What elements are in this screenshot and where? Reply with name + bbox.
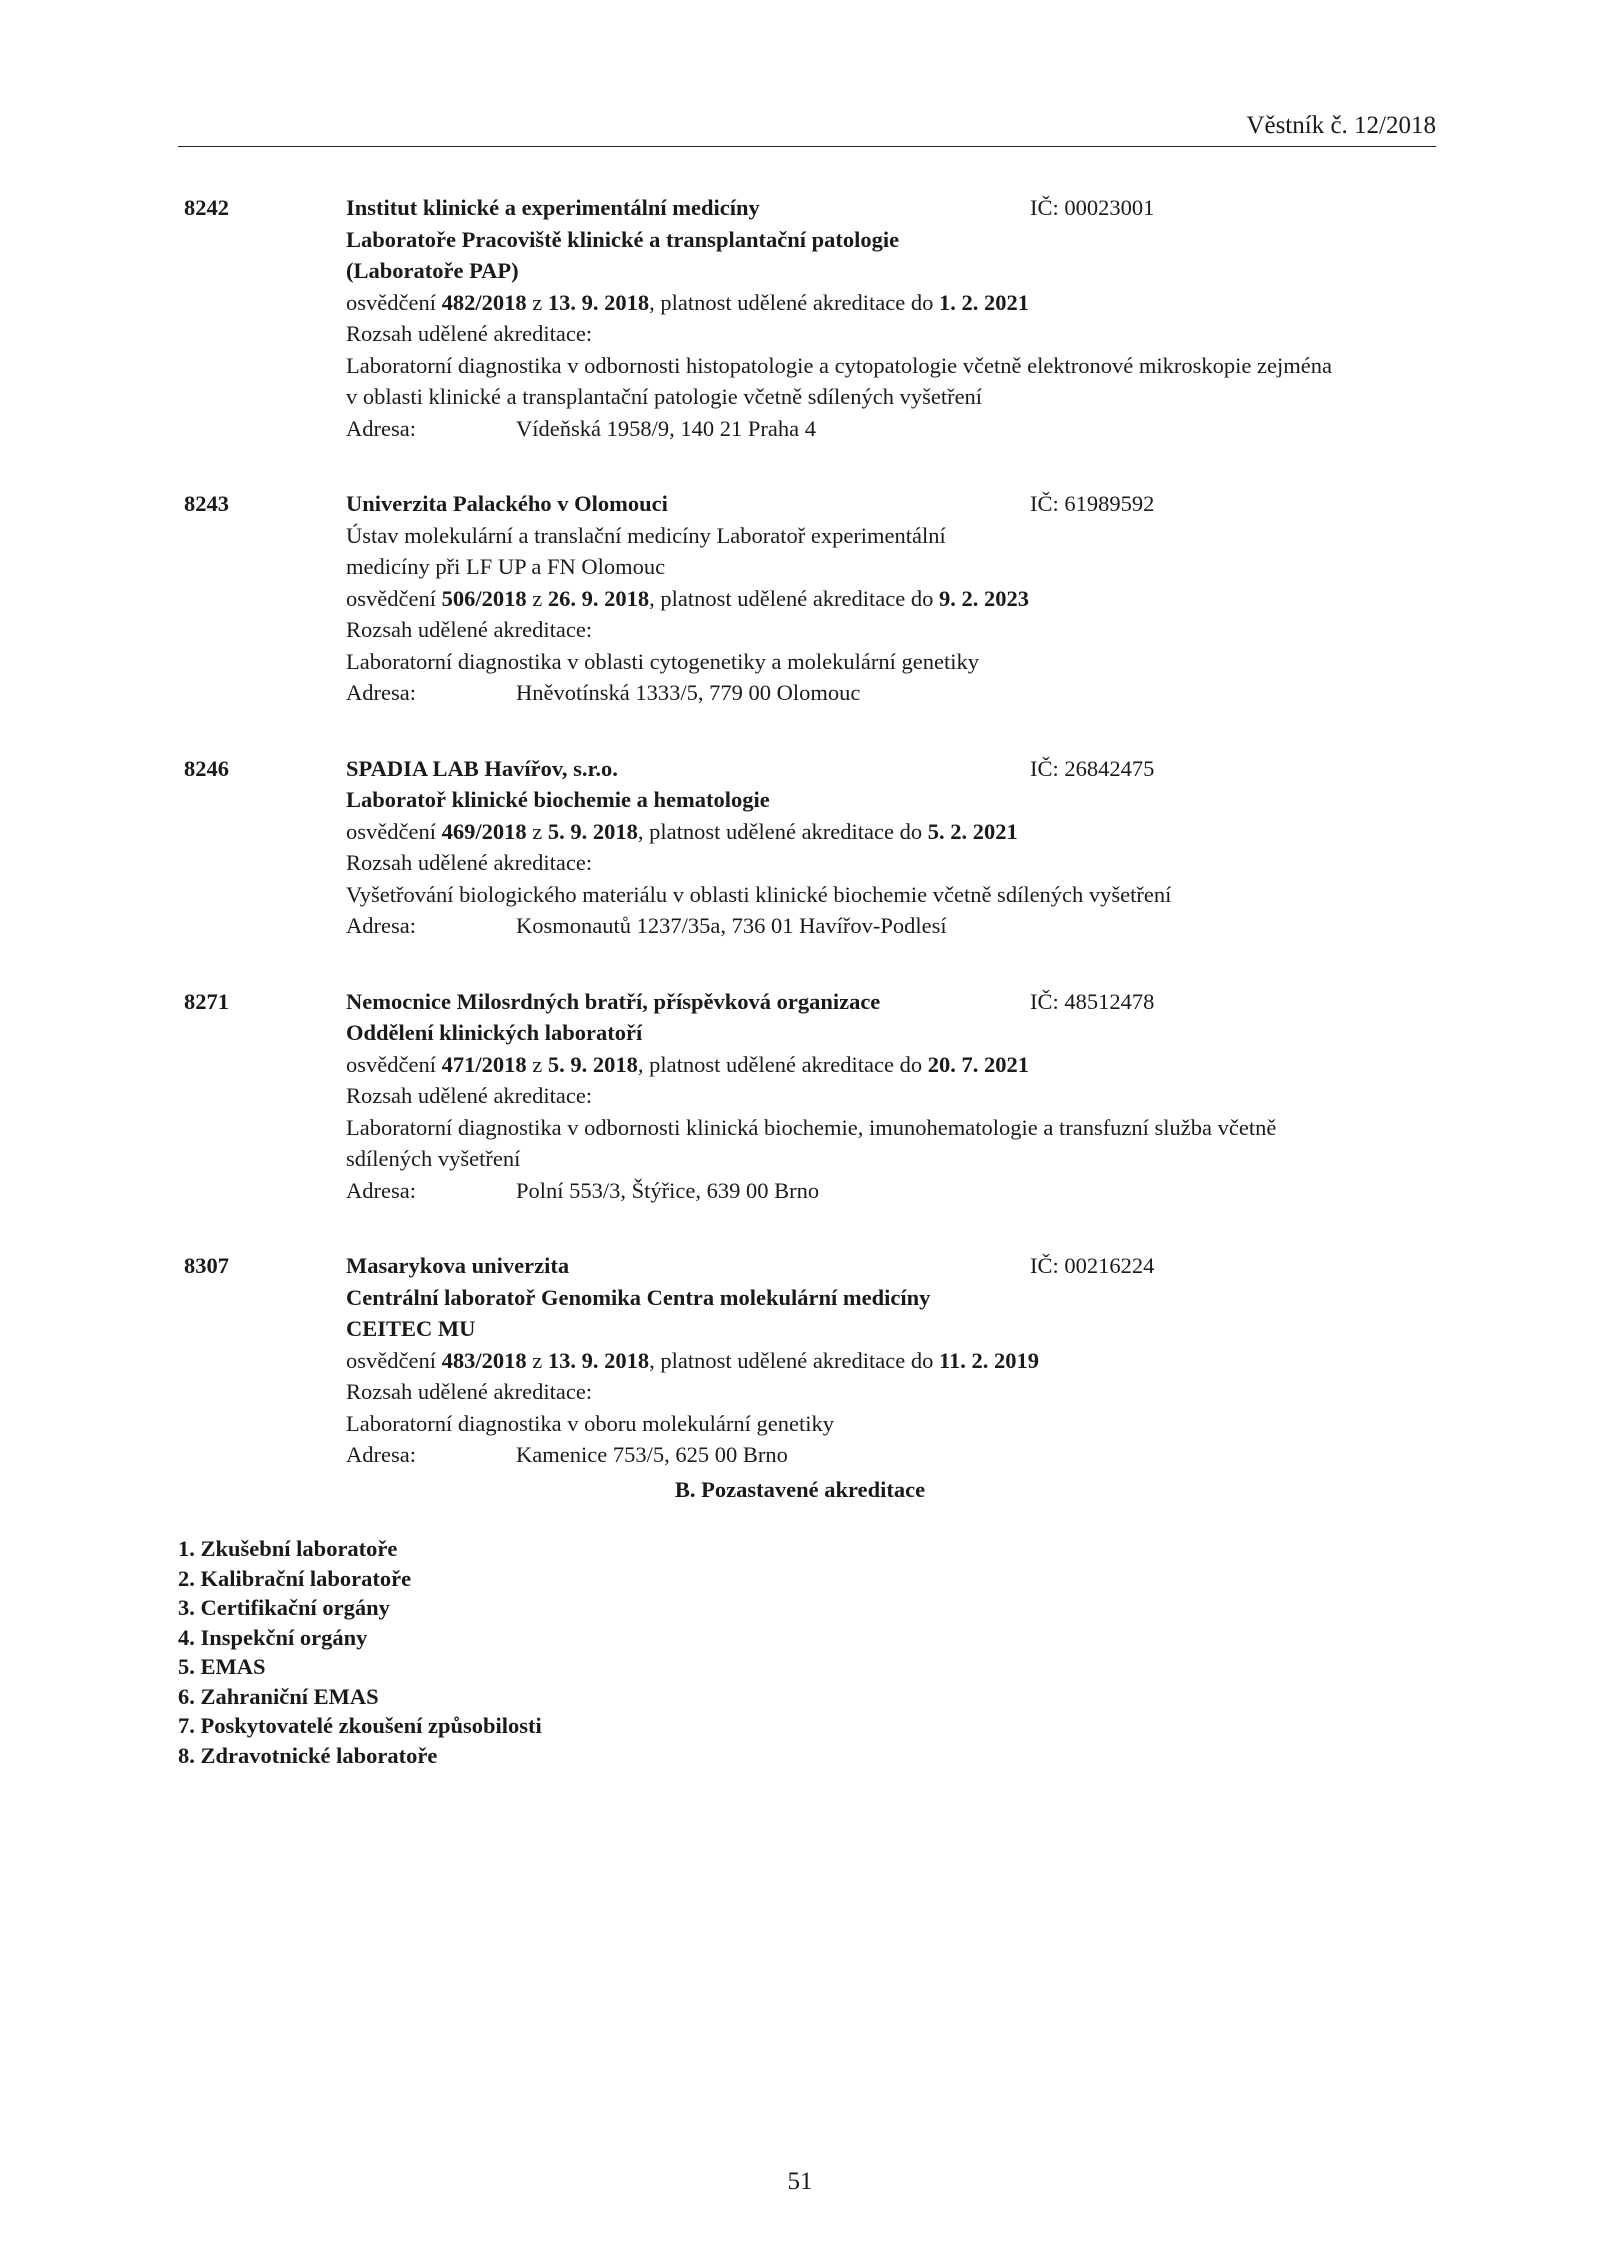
list-item: 5. EMAS [178, 1654, 266, 1679]
organization-name: Institut klinické a experimentální medicíny [346, 195, 760, 220]
valid-until-date: 11. 2. 2019 [939, 1347, 1040, 1373]
validity-label: , platnost udělené akreditace do [649, 585, 939, 611]
certificate-line [346, 1049, 1446, 1081]
entry-body [346, 192, 1446, 444]
certificate-number: 482/2018 [441, 289, 527, 315]
ic-field [1030, 986, 1154, 1018]
scope-text-line: Laboratorní diagnostika v oboru molekulární genetiky [346, 1410, 835, 1436]
ic-label: IČ: [1030, 1253, 1065, 1278]
scope-label: Rozsah udělené akreditace: [346, 321, 593, 346]
ic-field [1030, 488, 1154, 520]
validity-label: , platnost udělené akreditace do [637, 1051, 928, 1077]
issue-date: 13. 9. 2018 [547, 289, 650, 315]
issue-date: 26. 9. 2018 [547, 585, 650, 611]
date-label: z [526, 585, 548, 611]
scope-text-line: Laboratorní diagnostika v odbornosti histopatologie a cytopatologie včetně elektronové mikroskopie zejména [346, 352, 1332, 378]
issue-date: 5. 9. 2018 [547, 818, 638, 844]
entry-header-row [346, 488, 1446, 520]
organization-name: SPADIA LAB Havířov, s.r.o. [346, 755, 618, 781]
scope-label: Rozsah udělené akreditace: [346, 850, 593, 875]
entry-header-row [346, 192, 1446, 224]
ic-label: IČ: [1030, 491, 1065, 516]
laboratory-unit-line: CEITEC MU [346, 1316, 476, 1341]
page-header [178, 108, 1436, 147]
laboratory-unit-line: Ústav molekulární a translační medicíny Laboratoř experimentální [346, 522, 946, 548]
certificate-label: osvědčení [346, 818, 442, 844]
organization-name: Nemocnice Milosrdných bratří, příspěvková organizace [346, 988, 881, 1014]
ic-value: 61989592 [1064, 491, 1155, 516]
scope-text-line: sdílených vyšetření [346, 1146, 521, 1171]
page-number: 51 [787, 2168, 813, 2195]
date-label: z [526, 818, 548, 844]
valid-until-date: 1. 2. 2021 [939, 289, 1029, 315]
entry-body [346, 488, 1446, 709]
certificate-label: osvědčení [346, 1347, 442, 1373]
accreditation-entry [178, 488, 1448, 709]
valid-until-date: 20. 7. 2021 [927, 1051, 1029, 1077]
certificate-number: 506/2018 [441, 585, 527, 611]
scope-label: Rozsah udělené akreditace: [346, 617, 593, 642]
ic-field [1030, 1250, 1154, 1282]
ic-field [1030, 192, 1154, 224]
address-label: Adresa: [346, 680, 416, 705]
certificate-number: 469/2018 [441, 818, 527, 844]
certificate-label: osvědčení [346, 289, 442, 315]
date-label: z [526, 289, 548, 315]
ic-field [1030, 753, 1154, 785]
list-item: 3. Certifikační orgány [178, 1595, 390, 1620]
certificate-number: 483/2018 [441, 1347, 527, 1373]
ic-value: 26842475 [1064, 755, 1155, 781]
entry-body [346, 986, 1446, 1207]
certificate-label: osvědčení [346, 585, 442, 611]
scope-text-line: v oblasti klinické a transplantační patologie včetně sdílených vyšetření [346, 384, 983, 409]
accreditation-entry [178, 986, 1448, 1207]
certificate-line [346, 287, 1446, 319]
entry-header-row [346, 986, 1446, 1018]
entry-number: 8271 [184, 988, 229, 1014]
ic-value: 00023001 [1064, 195, 1155, 220]
ic-label: IČ: [1030, 988, 1065, 1014]
scope-text-line: Vyšetřování biologického materiálu v oblasti klinické biochemie včetně sdílených vyšetření [346, 881, 1172, 907]
ic-label: IČ: [1030, 195, 1065, 220]
address-label: Adresa: [346, 1442, 416, 1467]
entry-number: 8246 [184, 755, 229, 781]
entry-number: 8242 [184, 195, 229, 220]
laboratory-unit-line: Centrální laboratoř Genomika Centra molekulární medicíny [346, 1284, 931, 1310]
valid-until-date: 9. 2. 2023 [939, 585, 1029, 611]
address-value: Polní 553/3, Štýřice, 639 00 Brno [516, 1177, 820, 1203]
address-value: Hněvotínská 1333/5, 779 00 Olomouc [516, 680, 861, 705]
list-item: 7. Poskytovatelé zkoušení způsobilosti [178, 1713, 542, 1738]
date-label: z [526, 1051, 548, 1077]
issue-date: 5. 9. 2018 [547, 1051, 638, 1077]
valid-until-date: 5. 2. 2021 [927, 818, 1018, 844]
scope-label: Rozsah udělené akreditace: [346, 1379, 593, 1404]
validity-label: , platnost udělené akreditace do [649, 1347, 939, 1373]
address-line [346, 413, 1446, 445]
validity-label: , platnost udělené akreditace do [649, 289, 939, 315]
validity-label: , platnost udělené akreditace do [637, 818, 928, 844]
accreditation-entry [178, 753, 1448, 942]
certificate-label: osvědčení [346, 1051, 442, 1077]
laboratory-unit-line: (Laboratoře PAP) [346, 258, 519, 283]
address-value: Kamenice 753/5, 625 00 Brno [516, 1442, 788, 1467]
laboratory-unit-line: medicíny při LF UP a FN Olomouc [346, 554, 666, 579]
entry-body [346, 753, 1446, 942]
ic-label: IČ: [1030, 755, 1065, 781]
entry-header-row [346, 753, 1446, 785]
scope-text-line: Laboratorní diagnostika v oblasti cytogenetiky a molekulární genetiky [346, 648, 979, 674]
list-item: 8. Zdravotnické laboratoře [178, 1742, 438, 1768]
address-line [346, 1175, 1446, 1207]
section-b-title: B. Pozastavené akreditace [674, 1477, 926, 1502]
accreditation-entries [178, 192, 1448, 1515]
laboratory-unit-line: Oddělení klinických laboratoří [346, 1020, 643, 1045]
entry-number: 8243 [184, 491, 229, 516]
list-item: 1. Zkušební laboratoře [178, 1536, 398, 1561]
scope-text-line: Laboratorní diagnostika v odbornosti klinická biochemie, imunohematologie a transfuzní služba včetně [346, 1114, 1277, 1140]
organization-name: Univerzita Palackého v Olomouci [346, 491, 668, 516]
list-item: 6. Zahraniční EMAS [178, 1683, 379, 1709]
certificate-line [346, 1345, 1446, 1377]
suspended-accreditations-list [178, 1534, 542, 1770]
accreditation-entry [178, 192, 1448, 444]
address-label: Adresa: [346, 913, 416, 938]
date-label: z [526, 1347, 548, 1373]
issue-date: 13. 9. 2018 [547, 1347, 650, 1373]
organization-name: Masarykova univerzita [346, 1253, 570, 1278]
address-label: Adresa: [346, 1177, 416, 1203]
laboratory-unit-line: Laboratoře Pracoviště klinické a transplantační patologie [346, 226, 900, 252]
certificate-line [346, 583, 1446, 615]
entry-number: 8307 [184, 1253, 229, 1278]
ic-value: 48512478 [1064, 988, 1155, 1014]
address-line [346, 910, 1446, 942]
address-line [346, 1439, 1446, 1471]
scope-label: Rozsah udělené akreditace: [346, 1083, 593, 1108]
address-line [346, 677, 1446, 709]
address-label: Adresa: [346, 415, 416, 441]
ic-value: 00216224 [1064, 1253, 1155, 1278]
certificate-number: 471/2018 [441, 1051, 527, 1077]
list-item: 2. Kalibrační laboratoře [178, 1565, 412, 1591]
address-value: Vídeňská 1958/9, 140 21 Praha 4 [516, 415, 816, 441]
list-item: 4. Inspekční orgány [178, 1624, 368, 1650]
journal-title: Věstník č. 12/2018 [1246, 112, 1436, 139]
laboratory-unit-line: Laboratoř klinické biochemie a hematologie [346, 787, 770, 812]
entry-header-row [346, 1250, 1446, 1282]
entry-body [346, 1250, 1446, 1471]
accreditation-entry [178, 1250, 1448, 1471]
address-value: Kosmonautů 1237/35a, 736 01 Havířov-Podlesí [516, 913, 947, 938]
certificate-line [346, 816, 1446, 848]
